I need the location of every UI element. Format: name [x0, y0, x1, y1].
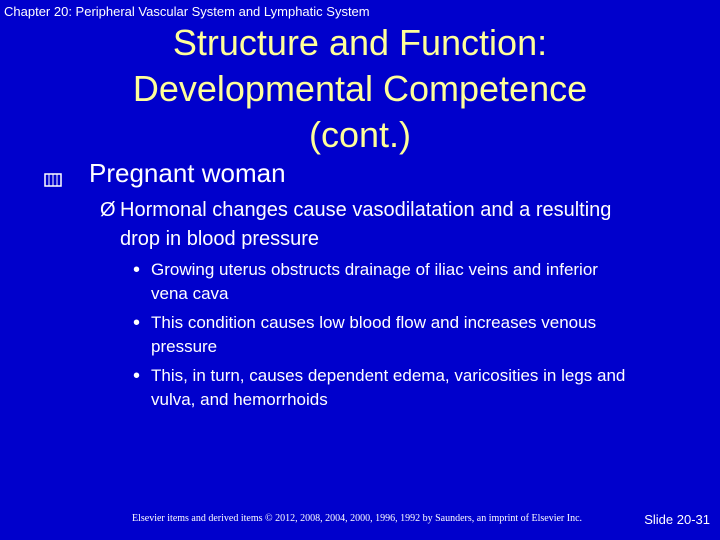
slide-number: Slide 20-31 [644, 512, 710, 527]
arrow-bullet-icon: Ø [100, 199, 116, 221]
copyright-footer: Elsevier items and derived items © 2012, 2008, 2004, 2000, 1996, 1992 by Saunders, an imprint of Elsevier Inc. [132, 513, 583, 524]
dot-bullet-icon: • [133, 365, 141, 387]
chapter-header: Chapter 20: Peripheral Vascular System and Lymphatic System [4, 4, 370, 19]
slide-title [80, 20, 640, 158]
bullet-level1-text: Pregnant woman [89, 158, 286, 188]
dot-bullet-icon: • [133, 312, 141, 334]
bullet-level2-text: Hormonal changes cause vasodilatation and a resulting drop in blood pressure [120, 199, 612, 250]
title-line-2: Developmental Competence [132, 68, 588, 109]
bullet-level3-text: This, in turn, causes dependent edema, varicosities in legs and vulva, and hemorrhoids [151, 366, 626, 409]
bullet-level3-text: Growing uterus obstructs drainage of iliac veins and inferior vena cava [151, 260, 598, 303]
bullet-level3-text: This condition causes low blood flow and increases venous pressure [151, 313, 597, 356]
title-line-3: (cont.) [308, 114, 412, 155]
ticket-bullet-icon [44, 163, 62, 177]
dot-bullet-icon: • [133, 259, 141, 281]
title-line-1: Structure and Function: [172, 22, 548, 63]
